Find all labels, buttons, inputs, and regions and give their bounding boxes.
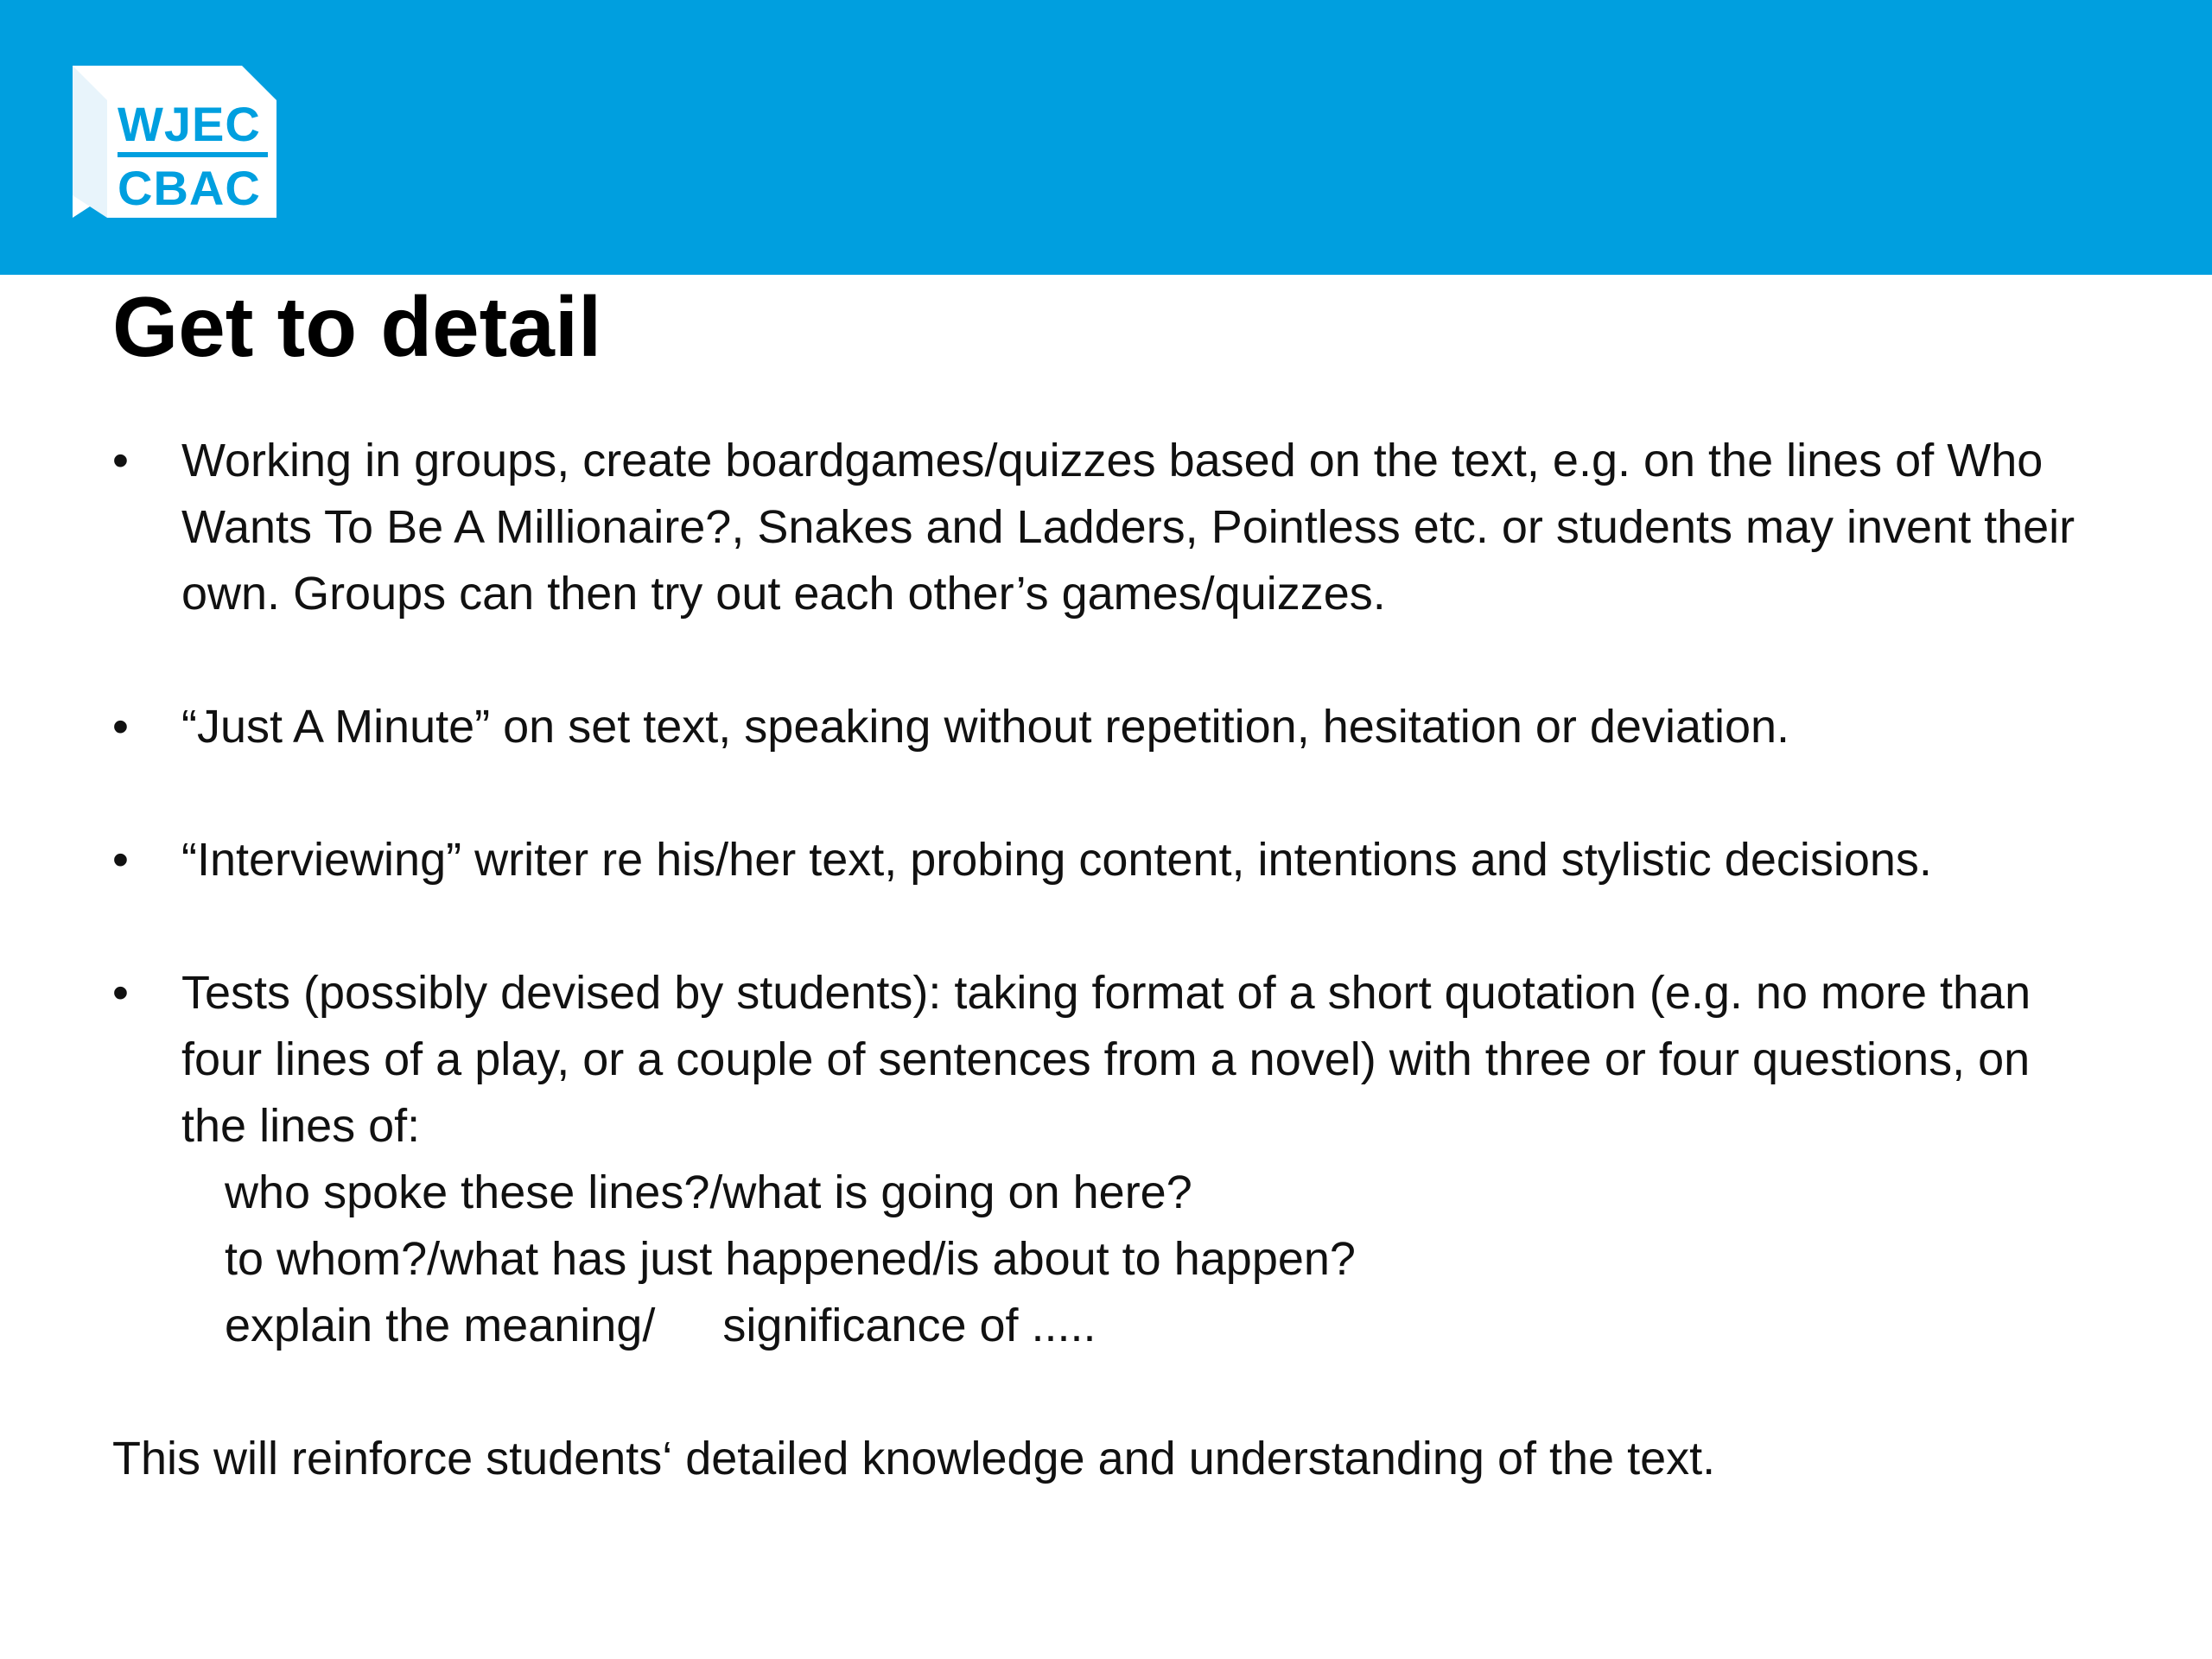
- wjec-cbac-logo: [73, 66, 276, 218]
- bullet-mark: •: [112, 701, 129, 753]
- bullet-mark: •: [112, 435, 129, 486]
- bullet-mark: •: [112, 967, 129, 1019]
- logo-text-wjec: WJEC: [118, 97, 261, 151]
- logo-text-cbac: CBAC: [118, 161, 261, 215]
- page-title: Get to detail: [112, 279, 602, 374]
- bullet-item-boardgames: [112, 428, 2100, 627]
- bullet-text: Tests (possibly devised by students): taking format of a short quotation (e.g. no more than four lines of a play, or a couple of sentences from a novel) with three or four questions, on the lines of:: [181, 967, 2031, 1152]
- bullet-mark: •: [112, 834, 129, 886]
- question-line-part: explain the meaning/: [225, 1300, 656, 1351]
- question-line: who spoke these lines?/what is going on here?: [225, 1166, 1192, 1218]
- bullet-text: “Interviewing” writer re his/her text, probing content, intentions and stylistic decisions.: [181, 834, 1932, 886]
- bullet-text: “Just A Minute” on set text, speaking without repetition, hesitation or deviation.: [181, 701, 1790, 753]
- question-lines: [181, 1160, 2100, 1359]
- logo-divider: [118, 152, 268, 157]
- bullet-item-interviewing: [112, 827, 2100, 893]
- closing-statement: This will reinforce students‘ detailed knowledge and understanding of the text.: [112, 1433, 1716, 1484]
- bullet-item-tests: [112, 960, 2100, 1359]
- header-band: [0, 0, 2212, 275]
- slide-body: [112, 428, 2100, 1492]
- bullet-text: Working in groups, create boardgames/quizzes based on the text, e.g. on the lines of Who Wants To Be A Millionaire?, Snakes and Ladders, Pointless etc. or students may invent their own. Groups can then try out each other’s games/quizzes.: [181, 435, 2075, 620]
- bullet-item-just-a-minute: [112, 694, 2100, 760]
- question-line: [225, 1293, 2100, 1359]
- bullet-list: [112, 428, 2100, 1359]
- question-line-part: significance of .....: [722, 1300, 1096, 1351]
- question-line: to whom?/what has just happened/is about to happen?: [225, 1233, 1356, 1285]
